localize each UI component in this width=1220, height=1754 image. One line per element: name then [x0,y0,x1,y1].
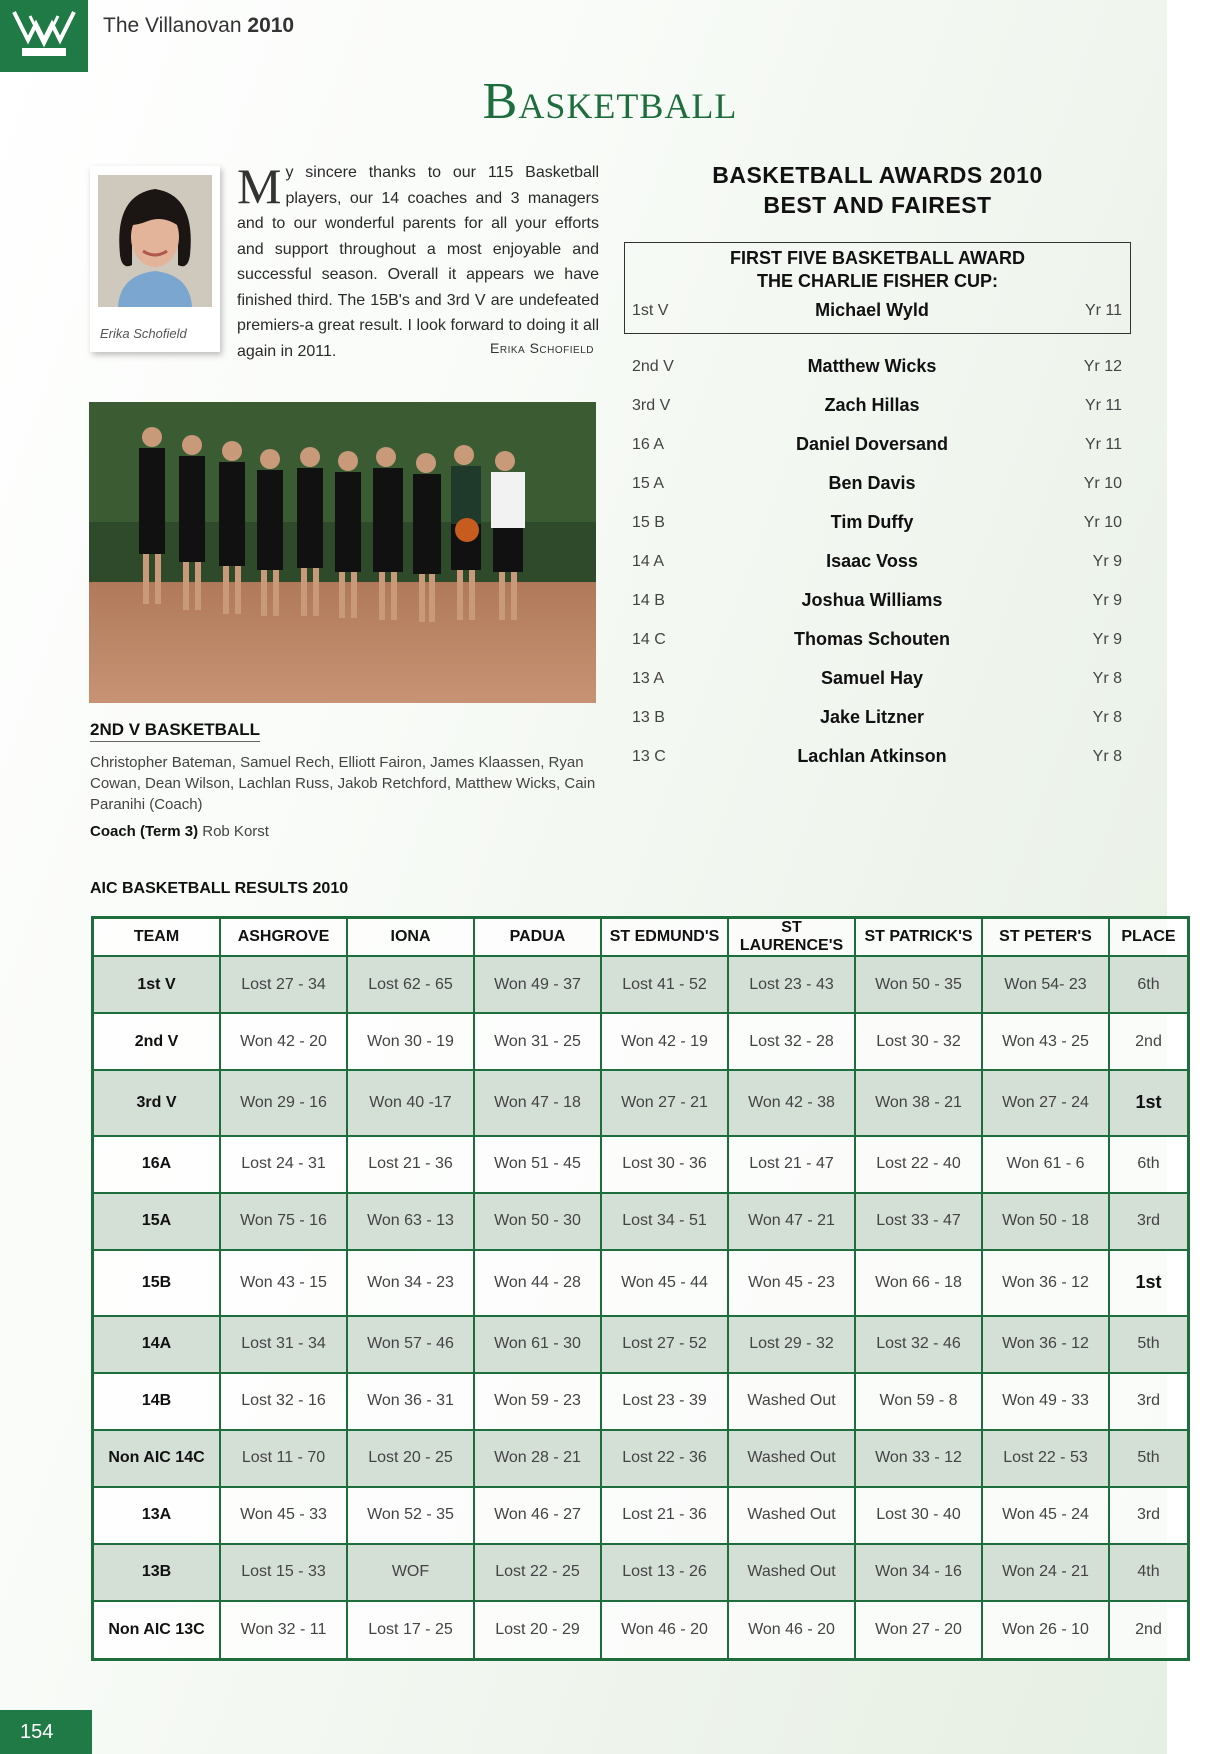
result-cell: Lost 41 - 52 [601,956,728,1013]
award-year-level: Yr 11 [1084,397,1122,414]
award-team: 13 A [632,670,665,687]
place-cell: 2nd [1109,1013,1189,1070]
award-player-name: Isaac Voss [826,551,918,571]
result-cell: Washed Out [728,1487,855,1544]
cup-title-line2: THE CHARLIE FISHER CUP: [756,271,998,291]
result-cell: Won 27 - 20 [855,1601,982,1660]
award-team: 16 A [632,436,665,453]
award-team: 14 A [632,553,665,570]
result-cell: Lost 32 - 16 [220,1373,347,1430]
dropcap: M [237,158,282,214]
result-cell: Won 51 - 45 [474,1136,601,1193]
award-year-level: Yr 10 [1083,475,1122,492]
award-player-name: Tim Duffy [830,512,914,532]
award-player-name: Ben Davis [828,473,916,493]
result-cell: Lost 29 - 32 [728,1316,855,1373]
result-cell: Won 59 - 8 [855,1373,982,1430]
result-cell: Won 57 - 46 [347,1316,474,1373]
award-year-level: Yr 8 [1092,670,1122,687]
award-player-name: Joshua Williams [801,590,943,610]
award-year-level: Yr 11 [1084,436,1122,453]
villanova-crest-icon [0,0,88,72]
result-cell: Won 26 - 10 [982,1601,1109,1660]
table-row [93,1430,1189,1487]
award-team: 14 C [632,631,666,648]
award-year-level: Yr 10 [1083,514,1122,531]
award-year-level: Yr 8 [1092,709,1122,726]
publication-name: The Villanovan [103,14,242,37]
award-row [632,588,1132,618]
place-cell: 5th [1109,1430,1189,1487]
result-cell: Won 36 - 12 [982,1250,1109,1316]
award-year-level: Yr 8 [1092,748,1122,765]
result-cell: Won 45 - 23 [728,1250,855,1316]
result-cell: Lost 20 - 25 [347,1430,474,1487]
result-cell: Won 32 - 11 [220,1601,347,1660]
team-cell: 13B [93,1544,221,1601]
result-cell: Lost 34 - 51 [601,1193,728,1250]
result-cell: Won 42 - 20 [220,1013,347,1070]
place-cell: 3rd [1109,1373,1189,1430]
running-title [103,14,294,38]
award-year-level: Yr 9 [1092,631,1122,648]
result-cell: Won 36 - 31 [347,1373,474,1430]
table-row [93,1373,1189,1430]
result-cell: Lost 32 - 28 [728,1013,855,1070]
result-cell: Won 50 - 18 [982,1193,1109,1250]
team-cell: 13A [93,1487,221,1544]
team-cell: 14B [93,1373,221,1430]
result-cell: Lost 21 - 36 [347,1136,474,1193]
result-cell: Won 46 - 20 [601,1601,728,1660]
award-row [632,432,1132,462]
results-table [91,916,1190,1661]
result-cell: Won 33 - 12 [855,1430,982,1487]
result-cell: Lost 20 - 29 [474,1601,601,1660]
award-team: 15 A [632,475,665,492]
result-cell: Won 47 - 18 [474,1070,601,1136]
column-header: ST EDMUND'S [601,918,728,957]
award-player-name: Lachlan Atkinson [797,746,947,766]
award-team: 2nd V [632,358,674,375]
award-player-name: Samuel Hay [820,668,924,688]
awards-title [625,160,1130,220]
table-row [93,1193,1189,1250]
result-cell: Lost 33 - 47 [855,1193,982,1250]
table-row [93,956,1189,1013]
result-cell: WOF [347,1544,474,1601]
result-cell: Lost 23 - 39 [601,1373,728,1430]
coach-name: Rob Korst [202,823,269,840]
coach-line [90,823,269,840]
award-row [632,744,1132,774]
result-cell: Lost 62 - 65 [347,956,474,1013]
result-cell: Won 45 - 44 [601,1250,728,1316]
result-cell: Won 38 - 21 [855,1070,982,1136]
team-photo [89,402,596,703]
result-cell: Won 59 - 23 [474,1373,601,1430]
award-row [632,354,1132,384]
award-team: 15 B [632,514,665,531]
result-cell: Won 49 - 33 [982,1373,1109,1430]
result-cell: Lost 31 - 34 [220,1316,347,1373]
award-team: 13 B [632,709,665,726]
award-player-name: Daniel Doversand [795,434,949,454]
column-header: PLACE [1109,918,1189,957]
result-cell: Lost 22 - 25 [474,1544,601,1601]
result-cell: Lost 22 - 53 [982,1430,1109,1487]
result-cell: Won 29 - 16 [220,1070,347,1136]
award-year-level: Yr 11 [1084,302,1122,319]
result-cell: Won 46 - 27 [474,1487,601,1544]
result-cell: Won 47 - 21 [728,1193,855,1250]
result-cell: Won 75 - 16 [220,1193,347,1250]
result-cell: Lost 32 - 46 [855,1316,982,1373]
result-cell: Lost 11 - 70 [220,1430,347,1487]
result-cell: Lost 24 - 31 [220,1136,347,1193]
table-row [93,1316,1189,1373]
result-cell: Lost 21 - 47 [728,1136,855,1193]
result-cell: Won 50 - 30 [474,1193,601,1250]
intro-paragraph [237,160,599,364]
result-cell: Washed Out [728,1373,855,1430]
portrait-caption: Erika Schofield [100,326,187,341]
result-cell: Lost 30 - 32 [855,1013,982,1070]
table-row [93,1544,1189,1601]
results-title: AIC BASKETBALL RESULTS 2010 [90,880,349,897]
place-cell: 3rd [1109,1193,1189,1250]
results-body [93,956,1189,1660]
award-row [632,549,1132,579]
table-row [93,1070,1189,1136]
result-cell: Lost 13 - 26 [601,1544,728,1601]
team-cell: 2nd V [93,1013,221,1070]
cup-title-line1: FIRST FIVE BASKETBALL AWARD [729,248,1025,268]
result-cell: Won 46 - 20 [728,1601,855,1660]
award-year-level: Yr 12 [1083,358,1122,375]
table-row [93,1601,1189,1660]
place-cell: 6th [1109,956,1189,1013]
column-header: ASHGROVE [220,918,347,957]
result-cell: Washed Out [728,1430,855,1487]
result-cell: Lost 15 - 33 [220,1544,347,1601]
result-cell: Won 34 - 16 [855,1544,982,1601]
result-cell: Won 43 - 15 [220,1250,347,1316]
award-row [632,510,1132,540]
result-cell: Won 42 - 38 [728,1070,855,1136]
result-cell: Lost 30 - 36 [601,1136,728,1193]
team-cell: Non AIC 13C [93,1601,221,1660]
result-cell: Won 61 - 30 [474,1316,601,1373]
result-cell: Won 50 - 35 [855,956,982,1013]
award-row [632,393,1132,423]
team-cell: Non AIC 14C [93,1430,221,1487]
awards-title-line1: BASKETBALL AWARDS 2010 [712,162,1043,188]
result-cell: Won 30 - 19 [347,1013,474,1070]
place-cell: 6th [1109,1136,1189,1193]
award-row [632,627,1132,657]
award-year-level: Yr 9 [1092,592,1122,609]
award-row [632,666,1132,696]
result-cell: Won 27 - 24 [982,1070,1109,1136]
column-header: IONA [347,918,474,957]
place-cell: 4th [1109,1544,1189,1601]
result-cell: Lost 22 - 36 [601,1430,728,1487]
photo-caption-players: Christopher Bateman, Samuel Rech, Elliott Fairon, James Klaassen, Ryan Cowan, Dean Wilson, Lachlan Russ, Jakob Retchford, Matthew Wicks, Cain Paranihi (Coach) [90,754,596,813]
award-player-name: Michael Wyld [815,300,929,320]
result-cell: Won 24 - 21 [982,1544,1109,1601]
award-year-level: Yr 9 [1092,553,1122,570]
award-player-name: Thomas Schouten [793,629,950,649]
result-cell: Won 52 - 35 [347,1487,474,1544]
portrait-frame [90,166,220,352]
result-cell: Won 31 - 25 [474,1013,601,1070]
place-cell: 1st [1109,1250,1189,1316]
page-number: 154 [0,1710,92,1754]
award-row [632,298,1132,328]
result-cell: Won 61 - 6 [982,1136,1109,1193]
place-cell: 5th [1109,1316,1189,1373]
page-title: Basketball [482,73,738,130]
table-row [93,1487,1189,1544]
result-cell: Lost 21 - 36 [601,1487,728,1544]
result-cell: Won 34 - 23 [347,1250,474,1316]
intro-text: y sincere thanks to our 115 Basketball players, our 14 coaches and 3 managers and to our wonderful parents for all your efforts and support throughout a most enjoyable and successful season. Overall it appears we have finished third. The 15B's and 3rd V are undefeated premiers-a great result. I look forward to doing it all again in 2011. [237,164,599,360]
result-cell: Won 36 - 12 [982,1316,1109,1373]
column-header: PADUA [474,918,601,957]
result-cell: Lost 23 - 43 [728,956,855,1013]
award-team: 1st V [632,302,669,319]
team-cell: 15A [93,1193,221,1250]
place-cell: 2nd [1109,1601,1189,1660]
result-cell: Won 45 - 24 [982,1487,1109,1544]
result-cell: Won 63 - 13 [347,1193,474,1250]
place-cell: 1st [1109,1070,1189,1136]
result-cell: Won 45 - 33 [220,1487,347,1544]
table-row [93,1136,1189,1193]
result-cell: Lost 22 - 40 [855,1136,982,1193]
column-header: ST PETER'S [982,918,1109,957]
coach-label: Coach (Term 3) [90,823,199,840]
result-cell: Won 42 - 19 [601,1013,728,1070]
award-team: 3rd V [632,397,671,414]
award-team: 13 C [632,748,666,765]
team-cell: 1st V [93,956,221,1013]
team-cell: 14A [93,1316,221,1373]
publication-year: 2010 [247,14,295,37]
award-player-name: Jake Litzner [819,707,925,727]
result-cell: Won 27 - 21 [601,1070,728,1136]
team-cell: 16A [93,1136,221,1193]
result-cell: Lost 27 - 34 [220,956,347,1013]
result-cell: Lost 17 - 25 [347,1601,474,1660]
result-cell: Won 49 - 37 [474,956,601,1013]
awards-title-line2: BEST AND FAIREST [763,192,992,218]
table-row [93,1250,1189,1316]
place-cell: 3rd [1109,1487,1189,1544]
award-player-name: Matthew Wicks [807,356,937,376]
results-header-row [93,918,1189,957]
intro-signature: Erika Schofield [490,340,594,356]
column-header: ST LAURENCE'S [728,918,855,957]
team-cell: 15B [93,1250,221,1316]
portrait-photo [98,175,212,307]
award-player-name: Zach Hillas [824,395,920,415]
result-cell: Won 28 - 21 [474,1430,601,1487]
award-team: 14 B [632,592,665,609]
column-header: TEAM [93,918,221,957]
result-cell: Won 40 -17 [347,1070,474,1136]
award-row [632,705,1132,735]
table-row [93,1013,1189,1070]
result-cell: Won 43 - 25 [982,1013,1109,1070]
column-header: ST PATRICK'S [855,918,982,957]
team-cell: 3rd V [93,1070,221,1136]
result-cell: Lost 30 - 40 [855,1487,982,1544]
result-cell: Won 44 - 28 [474,1250,601,1316]
award-row [632,471,1132,501]
result-cell: Won 66 - 18 [855,1250,982,1316]
result-cell: Won 54- 23 [982,956,1109,1013]
photo-caption-title: 2ND V BASKETBALL [90,720,260,742]
result-cell: Washed Out [728,1544,855,1601]
result-cell: Lost 27 - 52 [601,1316,728,1373]
cup-title [625,247,1130,293]
